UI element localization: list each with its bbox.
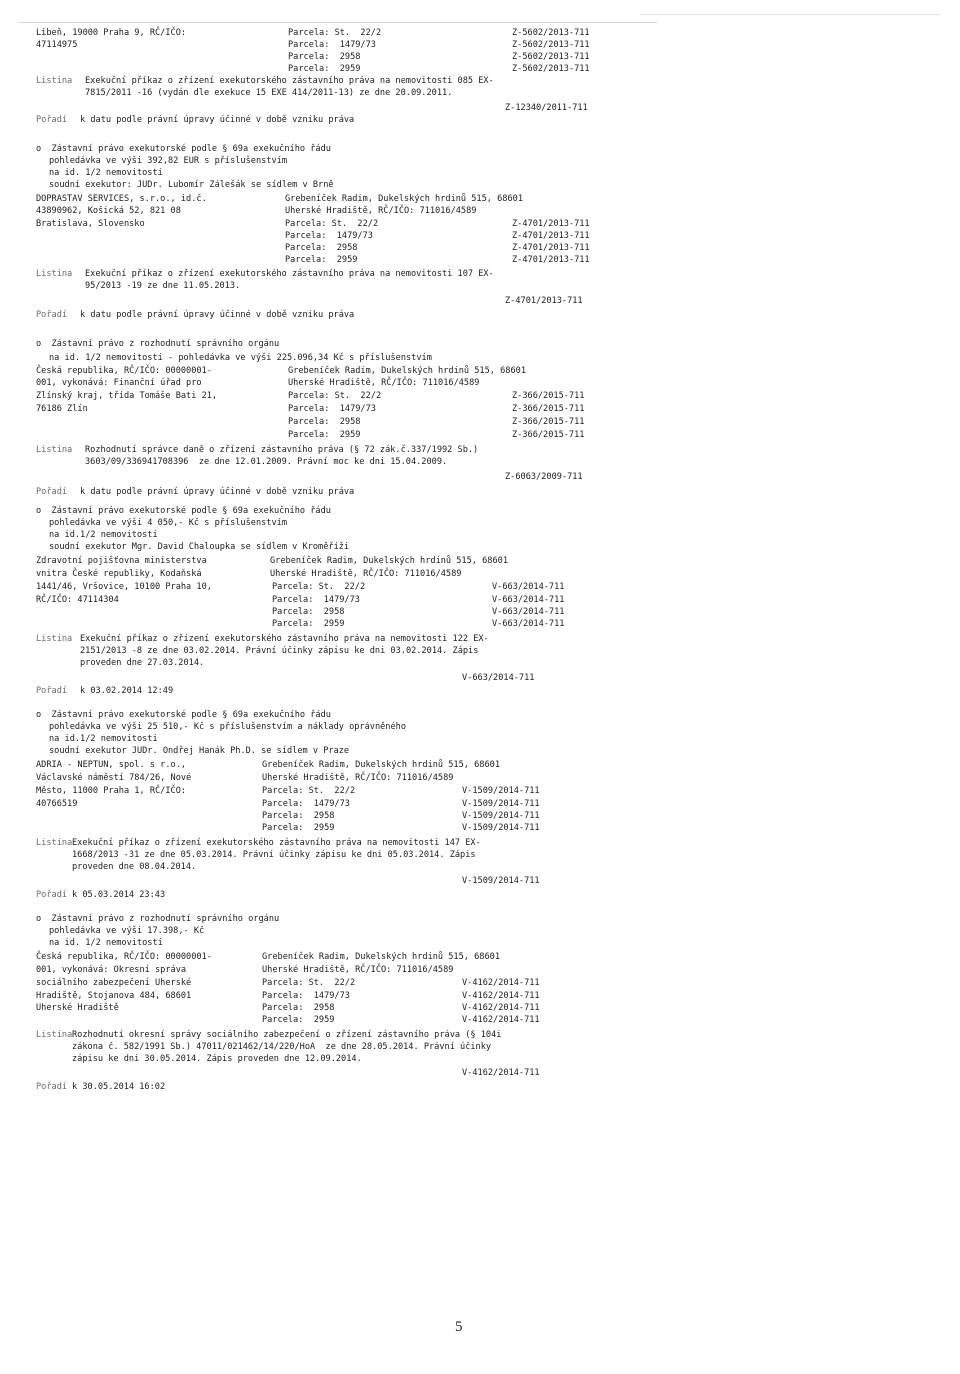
document-text: 3603/09/336941708396 ze dne 12.01.2009. Právní moc ke dni 15.04.2009. — [85, 457, 448, 467]
poradi-label: Pořadí — [36, 686, 68, 696]
listina-label: Listina — [36, 445, 73, 455]
parcel-label: Parcela: St. 22/2 — [272, 582, 366, 592]
creditor-text: Uherské Hradiště — [36, 1003, 119, 1013]
debtor-text: Uherské Hradiště, RČ/IČO: 711016/4589 — [262, 965, 454, 975]
parcel-label: Parcela: 2958 — [288, 52, 361, 62]
lien-heading: o Zástavní právo z rozhodnutí správního orgánu — [36, 339, 280, 349]
lien-heading: o Zástavní právo exekutorské podle § 69a exekučního řádu — [36, 144, 331, 154]
debtor-text: Uherské Hradiště, RČ/IČO: 711016/4589 — [285, 206, 477, 216]
document-text: 7815/2011 -16 (vydán dle exekuce 15 EXE 414/2011-13) ze dne 20.09.2011. — [85, 88, 453, 98]
poradi-label: Pořadí — [36, 310, 68, 320]
creditor-text: DOPRASTAV SERVICES, s.r.o., id.č. — [36, 194, 207, 204]
creditor-text: Hradiště, Stojanova 484, 68601 — [36, 991, 192, 1001]
poradi-label: Pořadí — [36, 115, 68, 125]
document-text: Exekuční příkaz o zřízení exekutorského zástavního práva na nemovitosti 122 EX- — [80, 634, 489, 644]
order-text: k 03.02.2014 12:49 — [80, 686, 174, 696]
order-text: k 05.03.2014 23:43 — [72, 890, 166, 900]
parcel-label: Parcela: 2958 — [262, 811, 335, 821]
creditor-text: sociálního zabezpečení Uherské — [36, 978, 192, 988]
poradi-label: Pořadí — [36, 1082, 68, 1092]
creditor-text: 1441/46, Vršovice, 10100 Praha 10, — [36, 582, 212, 592]
lien-heading: o Zástavní právo exekutorské podle § 69a exekučního řádu — [36, 710, 331, 720]
lien-detail: na id.1/2 nemovitosti — [49, 734, 158, 744]
record-number: V-1509/2014-711 — [462, 786, 540, 796]
document-text: proveden dne 27.03.2014. — [80, 658, 205, 668]
record-number: Z-4701/2013-711 — [512, 243, 590, 253]
parcel-label: Parcela: 1479/73 — [288, 40, 376, 50]
creditor-text: 40766519 — [36, 799, 78, 809]
listina-label: Listina — [36, 269, 73, 279]
parcel-label: Parcela: 2958 — [262, 1003, 335, 1013]
record-number: Z-5602/2013-711 — [512, 28, 590, 38]
record-number: Z-4701/2013-711 — [505, 296, 583, 306]
creditor-text: ADRIA - NEPTUN, spol. s r.o., — [36, 760, 187, 770]
document-text: Exekuční příkaz o zřízení exekutorského zástavního práva na nemovitosti 147 EX- — [72, 838, 481, 848]
poradi-label: Pořadí — [36, 890, 68, 900]
record-number: V-4162/2014-711 — [462, 991, 540, 1001]
debtor-text: Grebeníček Radim, Dukelských hrdinů 515, 68601 — [262, 952, 500, 962]
document-text: 1668/2013 -31 ze dne 05.03.2014. Právní účinky zápisu ke dni 05.03.2014. Zápis — [72, 850, 476, 860]
parcel-label: Parcela: 2958 — [285, 243, 358, 253]
record-number: V-4162/2014-711 — [462, 1015, 540, 1025]
parcel-label: Parcela: St. 22/2 — [262, 786, 356, 796]
parcel-label: Parcela: St. 22/2 — [288, 28, 382, 38]
lien-detail: pohledávka ve výši 4 050,- Kč s příslušenstvím — [49, 518, 287, 528]
creditor-text: Bratislava, Slovensko — [36, 219, 145, 229]
order-text: k datu podle právní úpravy účinné v době vzniku práva — [80, 310, 355, 320]
creditor-text: Město, 11000 Praha 1, RČ/IČO: — [36, 786, 187, 796]
parcel-label: Parcela: 2958 — [288, 417, 361, 427]
debtor-text: Uherské Hradiště, RČ/IČO: 711016/4589 — [262, 773, 454, 783]
record-number: Z-366/2015-711 — [512, 404, 585, 414]
page-number: 5 — [455, 1319, 463, 1335]
creditor-text: Zlínský kraj, třída Tomáše Bati 21, — [36, 391, 218, 401]
document-text: proveden dne 08.04.2014. — [72, 862, 197, 872]
lien-detail: na id. 1/2 nemovitosti - pohledávka ve výši 225.096,34 Kč s příslušenstvím — [49, 353, 432, 363]
creditor-text: Václavské náměstí 784/26, Nové — [36, 773, 192, 783]
parcel-label: Parcela: 2959 — [272, 619, 345, 629]
parcel-label: Parcela: St. 22/2 — [288, 391, 382, 401]
record-number: V-663/2014-711 — [492, 619, 565, 629]
debtor-text: Uherské Hradiště, RČ/IČO: 711016/4589 — [270, 569, 462, 579]
lien-detail: pohledávka ve výši 392,82 EUR s příslušenstvím — [49, 156, 287, 166]
parcel-label: Parcela: St. 22/2 — [262, 978, 356, 988]
parcel-label: Parcela: 2959 — [288, 430, 361, 440]
lien-heading: o Zástavní právo exekutorské podle § 69a exekučního řádu — [36, 506, 331, 516]
record-number: Z-4701/2013-711 — [512, 219, 590, 229]
parcel-label: Parcela: 2959 — [262, 1015, 335, 1025]
document-text: Exekuční příkaz o zřízení exekutorského zástavního práva na nemovitosti 107 EX- — [85, 269, 494, 279]
debtor-text: Uherské Hradiště, RČ/IČO: 711016/4589 — [288, 378, 480, 388]
listina-label: Listina — [36, 838, 73, 848]
record-number: Z-366/2015-711 — [512, 391, 585, 401]
record-number: V-1509/2014-711 — [462, 799, 540, 809]
owner-text: Libeň, 19000 Praha 9, RČ/IČO: — [36, 28, 187, 38]
creditor-text: 76186 Zlín — [36, 404, 88, 414]
document-text: Exekuční příkaz o zřízení exekutorského zástavního práva na nemovitosti 085 EX- — [85, 76, 494, 86]
record-number: Z-4701/2013-711 — [512, 255, 590, 265]
parcel-label: Parcela: 2959 — [285, 255, 358, 265]
owner-text: 47114975 — [36, 40, 78, 50]
parcel-label: Parcela: 1479/73 — [288, 404, 376, 414]
record-number: Z-5602/2013-711 — [512, 64, 590, 74]
parcel-label: Parcela: St. 22/2 — [285, 219, 379, 229]
parcel-label: Parcela: 2958 — [272, 607, 345, 617]
record-number: Z-6063/2009-711 — [505, 472, 583, 482]
scan-artifact-line — [18, 22, 658, 23]
creditor-text: Česká republika, RČ/IČO: 00000001- — [36, 366, 212, 376]
document-text: 2151/2013 -8 ze dne 03.02.2014. Právní účinky zápisu ke dni 03.02.2014. Zápis — [80, 646, 479, 656]
document-text: zákona č. 582/1991 Sb.) 47011/021462/14/220/HoA ze dne 28.05.2014. Právní účinky — [72, 1042, 492, 1052]
lien-detail: soudní exekutor: JUDr. Lubomír Zálešák se sídlem v Brně — [49, 180, 334, 190]
record-number: V-663/2014-711 — [492, 607, 565, 617]
scan-artifact-line — [640, 14, 940, 15]
lien-detail: pohledávka ve výši 25 510,- Kč s příslušenstvím a náklady oprávněného — [49, 722, 406, 732]
parcel-label: Parcela: 1479/73 — [285, 231, 373, 241]
lien-detail: na id. 1/2 nemovitosti — [49, 938, 163, 948]
lien-detail: pohledávka ve výši 17.398,- Kč — [49, 926, 205, 936]
lien-detail: na id.1/2 nemovitosti — [49, 530, 158, 540]
listina-label: Listina — [36, 1030, 73, 1040]
record-number: Z-12340/2011-711 — [505, 103, 588, 113]
parcel-label: Parcela: 2959 — [288, 64, 361, 74]
record-number: V-1509/2014-711 — [462, 876, 540, 886]
document-text: Rozhodnutí okresní správy sociálního zabezpečení o zřízení zástavního práva (§ 104i — [72, 1030, 502, 1040]
parcel-label: Parcela: 2959 — [262, 823, 335, 833]
creditor-text: 43890962, Košická 52, 821 08 — [36, 206, 181, 216]
document-text: zápisu ke dni 30.05.2014. Zápis proveden dne 12.09.2014. — [72, 1054, 362, 1064]
creditor-text: 001, vykonává: Finanční úřad pro — [36, 378, 202, 388]
lien-detail: na id. 1/2 nemovitosti — [49, 168, 163, 178]
order-text: k datu podle právní úpravy účinné v době vzniku práva — [80, 115, 355, 125]
debtor-text: Grebeníček Radim, Dukelských hrdinů 515, 68601 — [270, 556, 508, 566]
order-text: k 30.05.2014 16:02 — [72, 1082, 166, 1092]
debtor-text: Grebeníček Radim, Dukelských hrdinů 515, 68601 — [285, 194, 523, 204]
listina-label: Listina — [36, 76, 73, 86]
record-number: Z-5602/2013-711 — [512, 40, 590, 50]
record-number: V-4162/2014-711 — [462, 1003, 540, 1013]
parcel-label: Parcela: 1479/73 — [262, 799, 350, 809]
record-number: V-663/2014-711 — [462, 673, 535, 683]
record-number: V-1509/2014-711 — [462, 811, 540, 821]
record-number: V-663/2014-711 — [492, 582, 565, 592]
parcel-label: Parcela: 1479/73 — [272, 595, 360, 605]
listina-label: Listina — [36, 634, 73, 644]
record-number: Z-4701/2013-711 — [512, 231, 590, 241]
creditor-text: vnitra České republiky, Kodaňská — [36, 569, 202, 579]
creditor-text: 001, vykonává: Okresní správa — [36, 965, 187, 975]
poradi-label: Pořadí — [36, 487, 68, 497]
document-text: 95/2013 -19 ze dne 11.05.2013. — [85, 281, 241, 291]
record-number: V-663/2014-711 — [492, 595, 565, 605]
record-number: Z-5602/2013-711 — [512, 52, 590, 62]
creditor-text: Česká republika, RČ/IČO: 00000001- — [36, 952, 212, 962]
debtor-text: Grebeníček Radim, Dukelských hrdinů 515, 68601 — [262, 760, 500, 770]
creditor-text: Zdravotní pojišťovna ministerstva — [36, 556, 207, 566]
record-number: V-4162/2014-711 — [462, 1068, 540, 1078]
creditor-text: RČ/IČO: 47114304 — [36, 595, 119, 605]
lien-heading: o Zástavní právo z rozhodnutí správního orgánu — [36, 914, 280, 924]
record-number: Z-366/2015-711 — [512, 417, 585, 427]
document-text: Rozhodnutí správce daně o zřízení zástavního práva (§ 72 zák.č.337/1992 Sb.) — [85, 445, 479, 455]
parcel-label: Parcela: 1479/73 — [262, 991, 350, 1001]
lien-detail: soudní exekutor Mgr. David Chaloupka se sídlem v Kroměříži — [49, 542, 350, 552]
record-number: Z-366/2015-711 — [512, 430, 585, 440]
debtor-text: Grebeníček Radim, Dukelských hrdinů 515, 68601 — [288, 366, 526, 376]
order-text: k datu podle právní úpravy účinné v době vzniku práva — [80, 487, 355, 497]
record-number: V-1509/2014-711 — [462, 823, 540, 833]
record-number: V-4162/2014-711 — [462, 978, 540, 988]
lien-detail: soudní exekutor JUDr. Ondřej Hanák Ph.D. se sídlem v Praze — [49, 746, 350, 756]
